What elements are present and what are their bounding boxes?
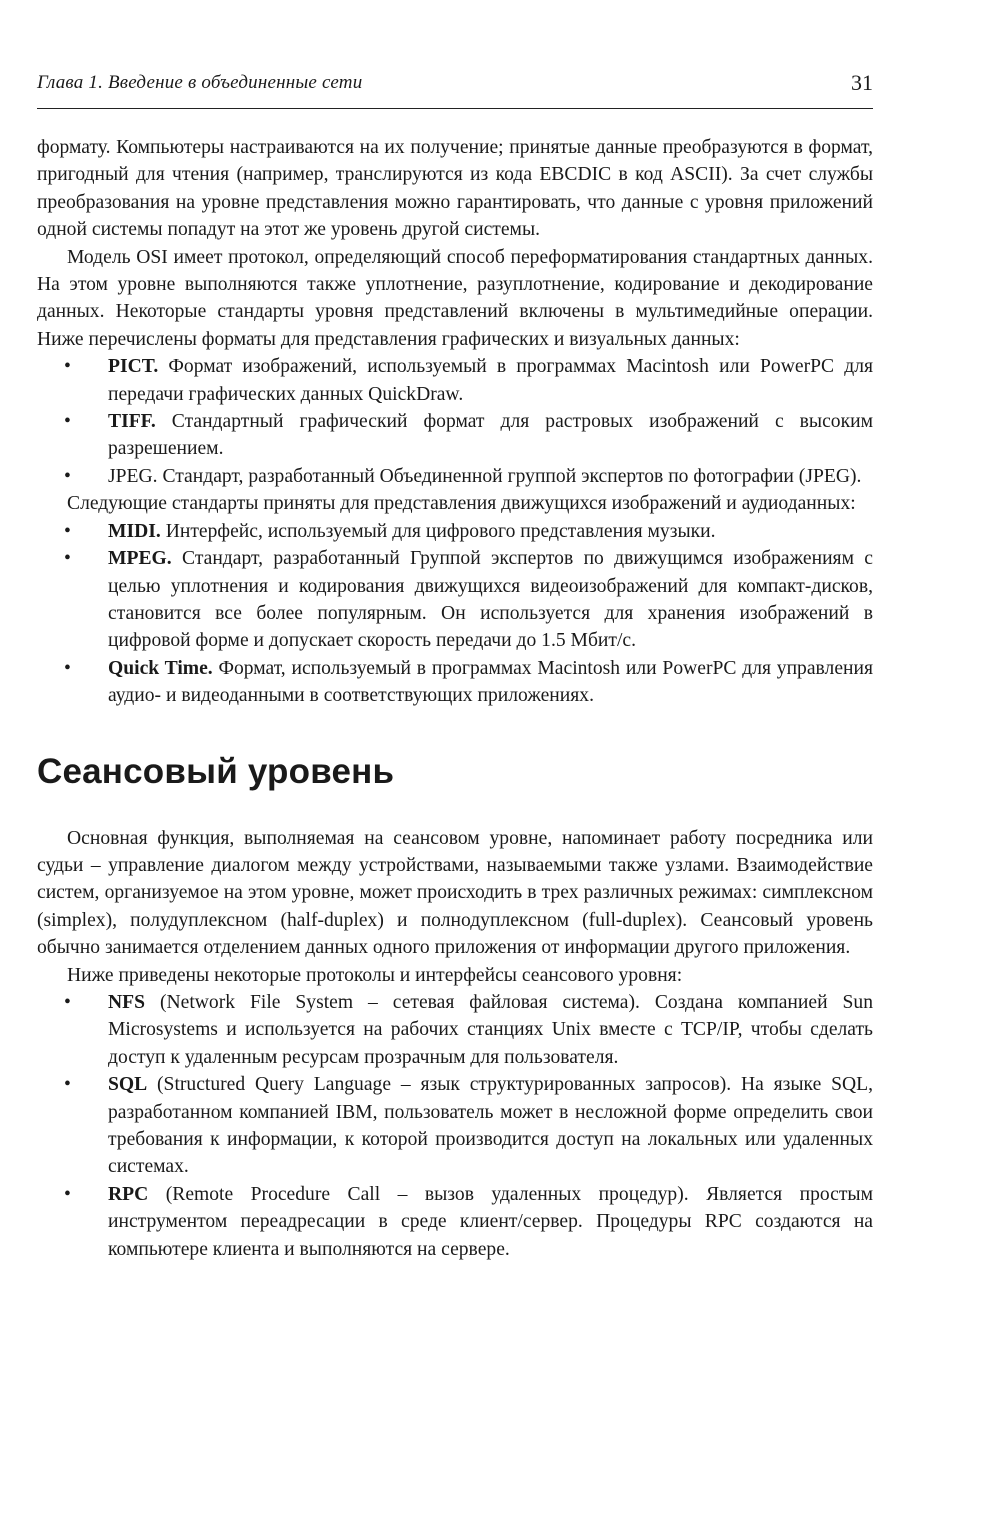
paragraph: Модель OSI имеет протокол, определяющий способ переформатирования стандартных данных. На этом уровне выполняются также уплотнение, разуплотнение, кодирование и декодирование данных. Некоторые стандарты уровня представлений включены в мультимедийные операции. Ниже перечислены форматы для представления графических и визуальных данных: bbox=[37, 246, 873, 350]
list-item-term: NFS bbox=[108, 991, 146, 1013]
list-item-term: PICT. bbox=[108, 356, 159, 378]
section-heading: Сеансовый уровень bbox=[37, 751, 395, 791]
list-item-text: (Network File System – сетевая файловая система). Создана компанией Sun Microsystems и используется на рабочих станциях Unix вместе с TCP/IP, чтобы сделать доступ к удаленным ресурсам прозрачным для пользователя. bbox=[108, 991, 873, 1068]
list-item bbox=[37, 545, 873, 655]
body-text bbox=[37, 134, 873, 1263]
bullet-icon: • bbox=[64, 991, 71, 1013]
list-item-text: (Structured Query Language – язык структурированных запросов). На языке SQL, разработанном компанией IBM, пользователь может в несложной форме определить свои требования к информации, к которой производится доступ на локальных или удаленных системах. bbox=[108, 1074, 873, 1178]
bullet-icon: • bbox=[64, 1183, 71, 1205]
list-item bbox=[37, 989, 873, 1071]
list-item-term: TIFF. bbox=[108, 411, 156, 433]
list-item-text: Формат изображений, используемый в программах Macintosh или PowerPC для передачи графических данных QuickDraw. bbox=[108, 356, 873, 405]
bullet-icon: • bbox=[64, 520, 71, 542]
list-item-term: Quick Time. bbox=[108, 657, 213, 679]
list-item bbox=[37, 1181, 873, 1263]
paragraph: Ниже приведены некоторые протоколы и интерфейсы сеансового уровня: bbox=[67, 964, 683, 986]
running-header bbox=[37, 72, 873, 109]
list-item-text: Стандартный графический формат для растровых изображений с высоким разрешением. bbox=[108, 411, 873, 460]
list-item bbox=[37, 463, 873, 490]
page-number: 31 bbox=[851, 70, 873, 95]
list-item-term: MPEG. bbox=[108, 548, 172, 570]
bullet-icon: • bbox=[64, 465, 71, 487]
motion-formats-list bbox=[37, 518, 873, 710]
running-title: Глава 1. Введение в объединенные сети bbox=[37, 72, 363, 93]
paragraph: формату. Компьютеры настраиваются на их получение; принятые данные преобразуются в формат, пригодный для чтения (например, транслируются из кода EBCDIC в код ASCII). За счет службы преобразования на уровне представления можно гарантировать, что данные с уровня приложений одной системы попадут на этот же уровень другой системы. bbox=[37, 137, 873, 241]
list-item-term: RPC bbox=[108, 1183, 149, 1205]
paragraph: Основная функция, выполняемая на сеансовом уровне, напоминает работу посредника или судьи – управление диалогом между устройствами, называемыми также узлами. Взаимодействие систем, организуемое на этом уровне, может происходить в трех различных режимах: симплексном (simplex), полудуплексном (half-duplex) и полнодуплексном (full-duplex). Сеансовый уровень обычно занимается отделением данных одного приложения от информации другого приложения. bbox=[37, 827, 873, 959]
list-item-text: Стандарт, разработанный Группой экспертов по движущимся изображениям с целью уплотнения и кодирования движущихся видеоизображений для компакт-дисков, становится все более популярным. Он используется для хранения изображений в цифровой форме и допускает скорость передачи до 1.5 Мбит/с. bbox=[108, 548, 873, 652]
session-protocols-list bbox=[37, 989, 873, 1263]
list-item-term: SQL bbox=[108, 1074, 148, 1096]
list-item-text: JPEG. Стандарт, разработанный Объединенной группой экспертов по фотографии (JPEG). bbox=[108, 465, 862, 487]
bullet-icon: • bbox=[64, 411, 71, 433]
list-item bbox=[37, 408, 873, 463]
graphics-formats-list bbox=[37, 353, 873, 490]
bullet-icon: • bbox=[64, 548, 71, 570]
bullet-icon: • bbox=[64, 657, 71, 679]
list-item bbox=[37, 518, 873, 545]
list-item-text: (Remote Procedure Call – вызов удаленных процедур). Является простым инструментом переадресации в среде клиент/сервер. Процедуры RPC создаются на компьютере клиента и выполняются на сервере. bbox=[108, 1183, 873, 1260]
list-item bbox=[37, 353, 873, 408]
list-item-text: Интерфейс, используемый для цифрового представления музыки. bbox=[160, 520, 716, 542]
list-item-term: MIDI. bbox=[108, 520, 161, 542]
bullet-icon: • bbox=[64, 356, 71, 378]
list-item bbox=[37, 1071, 873, 1181]
list-item bbox=[37, 655, 873, 710]
list-item-text: Формат, используемый в программах Macintosh или PowerPC для управления аудио- и видеоданными в соответствующих приложениях. bbox=[108, 657, 874, 707]
bullet-icon: • bbox=[64, 1074, 71, 1096]
paragraph: Следующие стандарты приняты для представления движущихся изображений и аудиоданных: bbox=[67, 493, 856, 515]
